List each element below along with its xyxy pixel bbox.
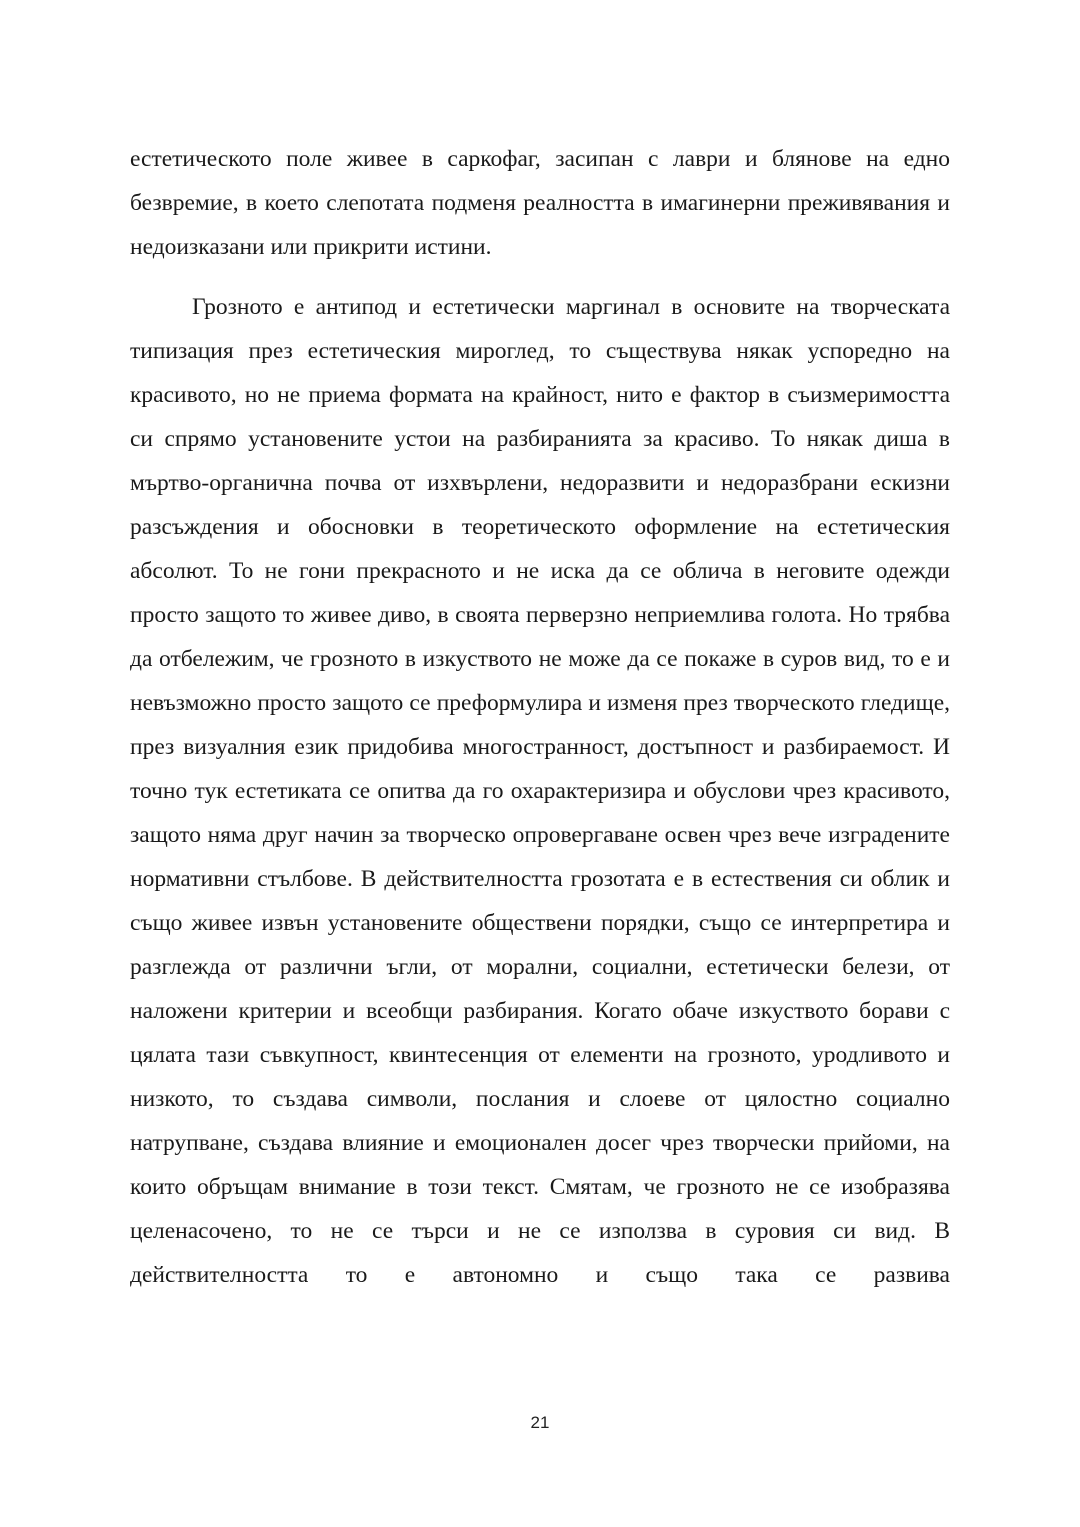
page-number: 21 (530, 1413, 550, 1432)
body-text (130, 137, 950, 1297)
paragraph-1: естетическото поле живее в саркофаг, засипан с лаври и блянове на едно безвремие, в което слепотата подменя реалността в имагинерни преживявания и недоизказани или прикрити истини. (130, 146, 950, 260)
paragraph-2: Грозното е антипод и естетически маргинал в основите на творческата типизация през естетическия мироглед, то съществува някак успоредно на красивото, но не приема формата на крайност, нито е фактор в съизмеримостта си спрямо установените устои на разбиранията за красиво. То някак диша в мъртво-органична почва от изхвърлени, недоразвити и недоразбрани ескизни разсъждения и обосновки в теоретическото оформление на естетическия абсолют. То не гони прекрасното и не иска да се облича в неговите одежди просто защото то живее диво, в своята перверзно неприемлива голота. Но трябва да отбележим, че грозното в изкуството не може да се покаже в суров вид, то е и невъзможно просто защото се преформулира и изменя през творческото гледище, през визуалния език придобива многостранност, достъпност и разбираемост. И точно тук естетиката се опитва да го охарактеризира и обуслови чрез красивото, защото няма друг начин за творческо опровергаване освен чрез вече изградените нормативни стълбове. В действителността грозотата е в естествения си облик и също живее извън установените обществени порядки, също се интерпретира и разглежда от различни ъгли, от морални, социални, естетически белези, от наложени критерии и всеобщи разбирания. Когато обаче изкуството борави с цялата тази съвкупност, квинтесенция от елементи на грозното, уродливото и низкото, то създава символи, послания и слоеве от цялостно социално натрупване, създава влияние и емоционален досег чрез творчески прийоми, на които обръщам внимание в този текст. Смятам, че грозното не се изобразява целенасочено, то не се търси и не се използва в суровия си вид. В действителността то е автономно и също така се развива (130, 294, 950, 1288)
